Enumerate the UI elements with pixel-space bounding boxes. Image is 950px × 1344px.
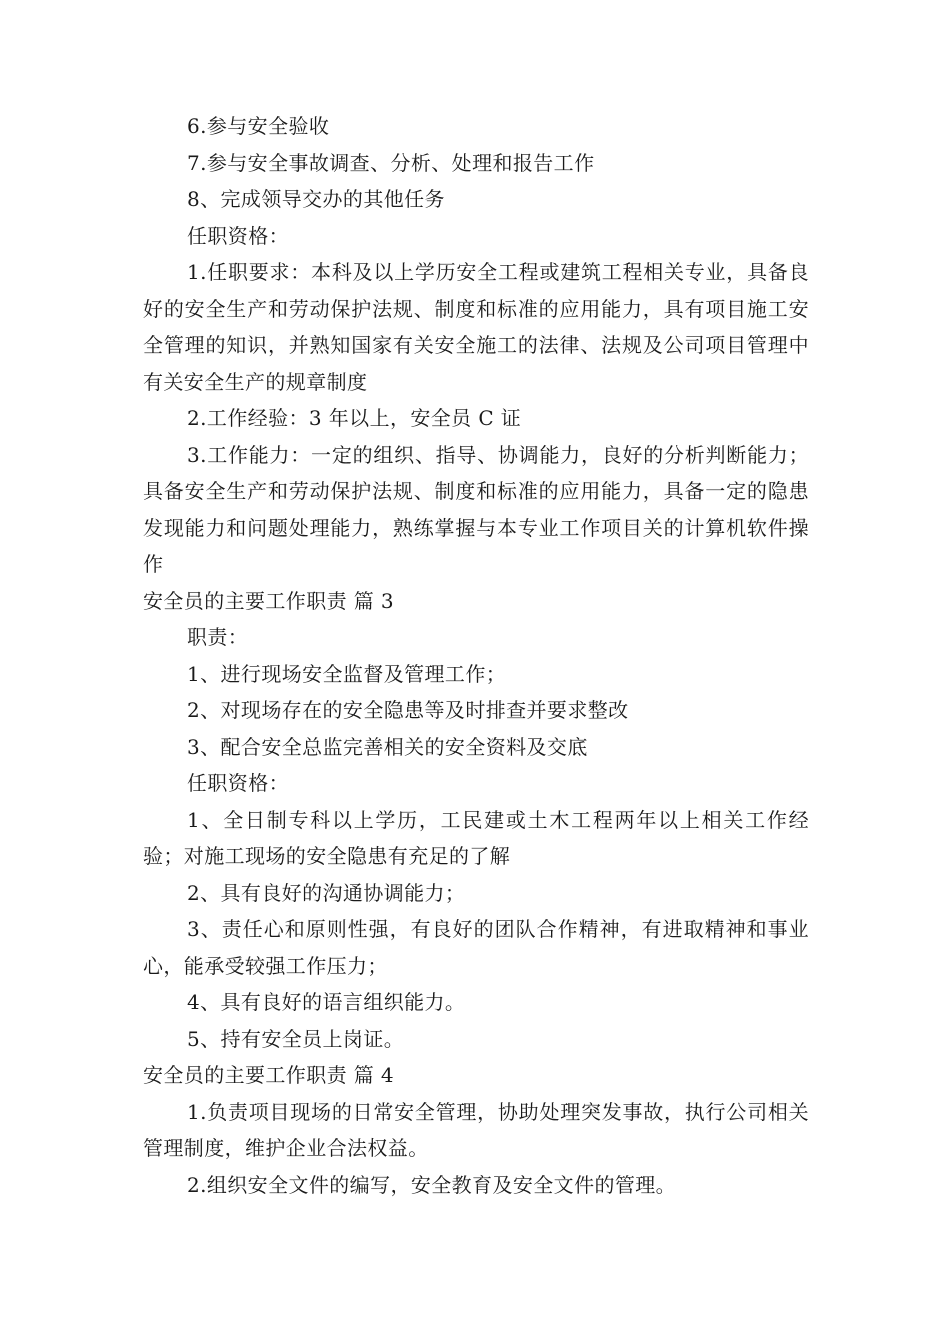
section-heading: 安全员的主要工作职责 篇 3 [143,588,395,613]
list-item: 8、完成领导交办的其他任务 [187,187,445,211]
list-item: 1、进行现场安全监督及管理工作； [187,661,507,686]
document-body [143,108,809,1203]
list-item: 6.参与安全验收 [187,114,330,138]
list-item: 3.工作能力：一定的组织、指导、协调能力，良好的分析判断能力；具备安全生产和劳动保护法规、制度和标准的应用能力，具备一定的隐患发现能力和问题处理能力，熟练掌握与本专业工作项目关的计算机软件操作 [143,442,809,576]
list-item: 2.工作经验：3 年以上，安全员 C 证 [187,406,522,430]
list-item: 3、责任心和原则性强，有良好的团队合作精神，有进取精神和事业心，能承受较强工作压力； [143,917,809,978]
list-item: 3、配合安全总监完善相关的安全资料及交底 [187,734,588,759]
section-label: 任职资格： [187,223,289,248]
list-item: 4、具有良好的语言组织能力。 [187,990,466,1014]
list-item: 7.参与安全事故调查、分析、处理和报告工作 [187,150,595,175]
section-label: 任职资格： [187,771,289,795]
list-item: 5、持有安全员上岗证。 [187,1026,405,1051]
list-item: 1、全日制专科以上学历，工民建或土木工程两年以上相关工作经验；对施工现场的安全隐患有充足的了解 [143,807,809,868]
section-label: 职责： [187,625,249,649]
list-item: 2、对现场存在的安全隐患等及时排查并要求整改 [187,698,629,722]
list-item: 1.任职要求：本科及以上学历安全工程或建筑工程相关专业，具备良好的安全生产和劳动保护法规、制度和标准的应用能力，具有项目施工安全管理的知识，并熟知国家有关安全施工的法律、法规及公司项目管理中有关安全生产的规章制度 [143,260,809,394]
list-item: 2、具有良好的沟通协调能力； [187,880,466,905]
list-item: 2.组织安全文件的编写，安全教育及安全文件的管理。 [187,1172,677,1197]
list-item: 1.负责项目现场的日常安全管理，协助处理突发事故，执行公司相关管理制度，维护企业合法权益。 [143,1099,809,1160]
section-heading: 安全员的主要工作职责 篇 4 [143,1063,395,1087]
